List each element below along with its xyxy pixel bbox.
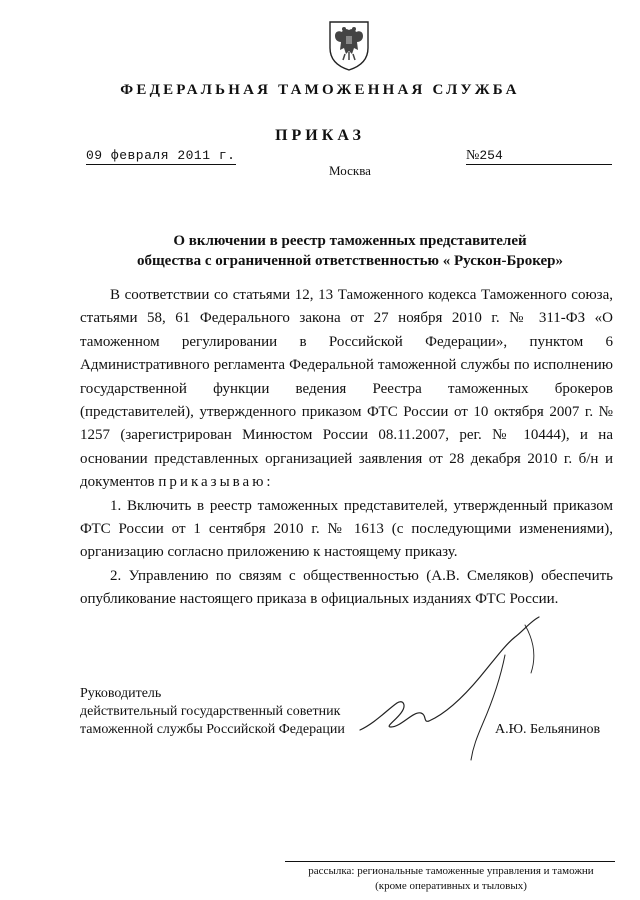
- subject-line-2: общества с ограниченной ответственностью « Рускон-Брокер»: [137, 253, 563, 269]
- order-item-1: 1. Включить в реестр таможенных представителей, утвержденный приказом ФТС России от 1 сентября 2010 г. № 1613 (с последующими изменениями), организацию согласно приложению к настоящему приказу.: [80, 497, 613, 561]
- agency-name: ФЕДЕРАЛЬНАЯ ТАМОЖЕННАЯ СЛУЖБА: [120, 82, 520, 98]
- distribution-divider: [285, 861, 615, 862]
- preamble-paragraph: [80, 284, 613, 495]
- subject-line-1: О включении в реестр таможенных представителей: [173, 233, 527, 249]
- signer-position-line-2: действительный государственный советник: [80, 704, 341, 719]
- signer-name: А.Ю. Бельянинов: [495, 722, 601, 737]
- order-body: [80, 284, 613, 612]
- distribution-line-2: (кроме оперативных и тыловых): [375, 880, 527, 892]
- distribution-line-1: рассылка: региональные таможенные управления и таможни: [308, 865, 594, 877]
- coat-of-arms-icon: [326, 18, 372, 72]
- number-sign: №: [466, 148, 480, 163]
- order-city: Москва: [329, 163, 371, 178]
- order-subject: [80, 231, 620, 271]
- document-type: ПРИКАЗ: [275, 127, 365, 144]
- order-date: 09 февраля 2011 г.: [86, 148, 236, 163]
- handwritten-signature: [355, 615, 555, 780]
- distribution-list: [286, 864, 616, 894]
- preamble-text: В соответствии со статьями 12, 13 Таможенного кодекса Таможенного союза, статьями 58, 61 Федерального закона от 27 ноября 2010 г. № 311-ФЗ «О таможенном регулировании в Российской Федерации», пунктом 6 Административного регламента Федеральной таможенной службы по исполнению государственной функции ведения Реестра таможенных брокеров (представителей), утвержденного приказом ФТС России от 10 октября 2007 г. № 1257 (зарегистрирован Минюстом России 08.11.2007, рег. № 10444), и на основании представленных организацией заявления от 28 декабря 2010 г. б/н и документов: [80, 287, 613, 491]
- signer-position: [80, 685, 345, 739]
- order-item-2: 2. Управлению по связям с общественностью (А.В. Смеляков) обеспечить опубликование настоящего приказа в официальных изданиях ФТС России.: [80, 567, 613, 608]
- number-value: 254: [479, 148, 503, 163]
- signer-position-line-3: таможенной службы Российской Федерации: [80, 722, 345, 737]
- order-word: приказываю:: [158, 474, 274, 491]
- signer-position-line-1: Руководитель: [80, 686, 162, 701]
